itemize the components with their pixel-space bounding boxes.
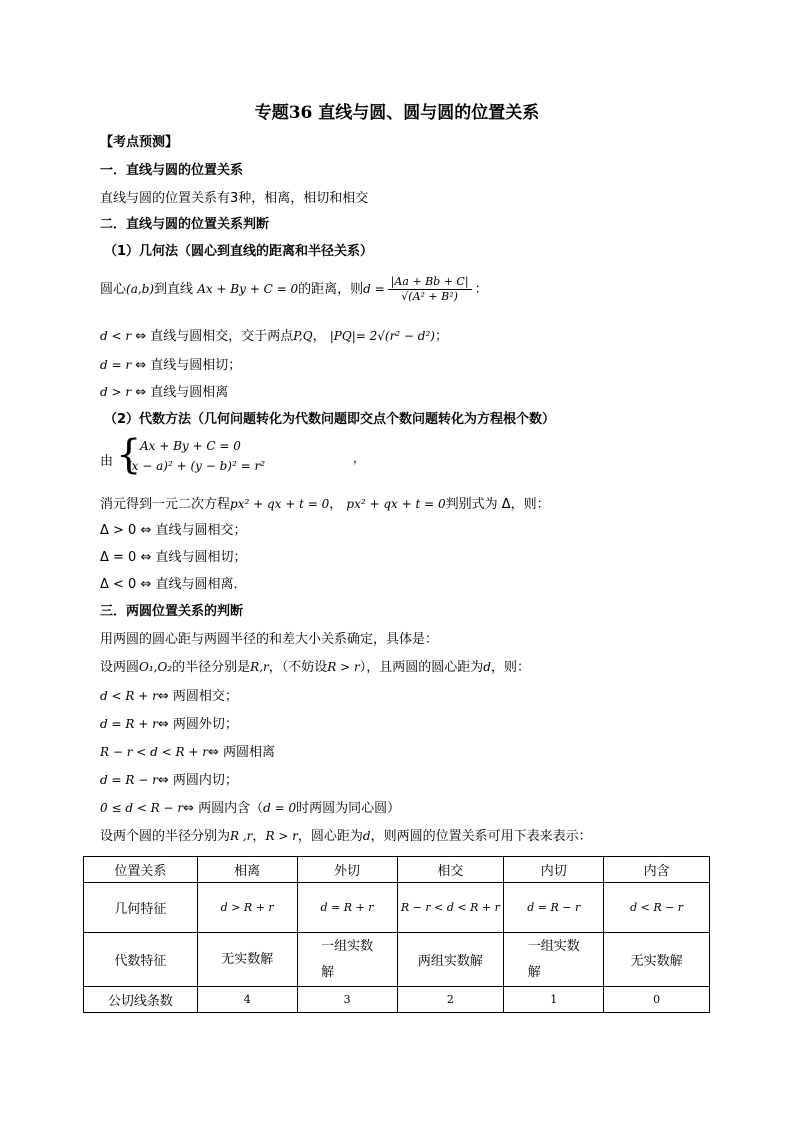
relation-intersect-text: ⇔ 直线与圆相交，交于两点 [135,329,294,344]
elimination-c: 判别式为 Δ，则： [445,497,550,512]
discriminant-positive: Δ > 0 ⇔ 直线与圆相交； [100,523,247,538]
table-cell: 4 [197,987,297,1013]
discriminant-negative: Δ < 0 ⇔ 直线与圆相离． [100,577,247,592]
table-cell: 0 [604,987,710,1013]
relation-tangent-math: d = r [100,358,132,372]
relation-intersect-end: ； [434,329,448,344]
page-title: 专题36 直线与圆、圆与圆的位置关系 [254,103,540,123]
cell-text: 一组实数解 [527,938,580,980]
c1-text: ⇔ 两圆相交； [157,689,238,704]
radius-condition: R > r [327,660,360,674]
distance-suffix: 的距离，则 [298,282,364,297]
cell-text: 无实数解 [221,951,274,967]
method-2-heading: （2）代数方法（几何问题转化为代数问题即交点个数问题转化为方程根个数） [104,412,556,427]
table-cell: R − r < d < R + r [397,883,504,933]
setup-c: ，（不妨设 [268,660,328,675]
distance-end: ： [474,282,488,297]
c4-text: ⇔ 两圆内切； [157,773,238,788]
tbl-intro-e: ，则两圆的位置关系可用下表来表示： [370,829,592,844]
table-cell: 两组实数解 [397,933,504,987]
row-label: 几何特征 [84,883,198,933]
section-3-intro: 用两圆的圆心距与两圆半径的和差大小关系确定，具体是： [100,632,439,647]
setup-e: ，则： [490,660,530,675]
section-3-heading: 三．两圆位置关系的判断 [100,604,244,619]
relation-intersect-math: d < r [100,329,132,343]
setup-a: 设两圆 [100,660,140,675]
relation-separate-text: ⇔ 直线与圆相离 [135,385,229,400]
elimination-b: ， [329,497,343,512]
cell-text: 一组实数解 [321,938,374,980]
section-1-heading: 一．直线与圆的位置关系 [100,163,244,178]
table-cell: 3 [297,987,397,1013]
table-cell: 1 [504,987,604,1013]
relation-tangent-text: ⇔ 直线与圆相切； [135,358,242,373]
relation-tangent [100,356,241,375]
table-row-geometry [84,883,710,933]
circle-relation-contain [100,799,400,818]
table-cell: 无实数解 [604,933,710,987]
c3-text: ⇔ 两圆相离 [207,745,275,760]
setup-d: ），且两圆的圆心距为 [359,660,484,675]
header-cell: 外切 [297,857,397,883]
table-cell [504,933,604,987]
c1-math: d < R + r [100,689,158,703]
distance-prefix: 圆心 [100,282,127,297]
forecast-label: 【考点预测】 [100,135,179,150]
header-cell: 内含 [604,857,710,883]
tbl-intro-a: 设两个圆的半径分别为 [100,829,231,844]
c5-text-2: 时两圆为同心圆） [296,801,401,816]
relation-intersect-sep: ， [312,329,326,344]
table-intro [100,827,592,846]
row-label: 代数特征 [84,933,198,987]
distance-fraction [388,275,472,304]
c4-math: d = R − r [100,773,158,787]
tbl-intro-d: d [362,829,371,843]
c2-text: ⇔ 两圆外切； [157,717,238,732]
method-1-heading: （1）几何法（圆心到直线的距离和半径关系） [104,244,374,259]
relation-intersect [100,327,448,346]
c3-math: R − r < d < R + r [100,745,208,759]
table-cell: 2 [397,987,504,1013]
table-cell: d = R − r [504,883,604,933]
radii: R,r [250,660,269,674]
chord-length: |PQ|= 2√(r² − d²) [329,329,435,343]
header-cell: 内切 [504,857,604,883]
section-1-text: 直线与圆的位置关系有3种，相离，相切和相交 [100,191,369,206]
c5-math: 0 ≤ d < R − r [100,801,184,815]
setup-b: 的半径分别是 [172,660,251,675]
center-point: (a,b) [126,282,155,296]
circle-relation-internal [100,771,238,790]
two-circles-setup [100,658,530,677]
relation-separate-math: d > r [100,385,132,399]
circle-relation-external [100,715,238,734]
system-equation-1: Ax + By + C = 0 [140,439,241,453]
quadratic-1: px² + qx + t = 0 [230,497,330,511]
table-cell: d = R + r [297,883,397,933]
table-cell [197,933,297,987]
table-cell: d > R + r [197,883,297,933]
system-comma: ， [353,451,366,465]
discriminant-zero: Δ = 0 ⇔ 直线与圆相切； [100,550,247,565]
left-brace: { [116,432,142,478]
c5-math-2: d = 0 [263,801,297,815]
tbl-intro-cond: R > r [265,829,298,843]
tbl-intro-b: ， [252,829,266,844]
table-cell [297,933,397,987]
d-equals: d = [363,282,385,296]
fraction-numerator: |Aa + Bb + C| [388,275,472,290]
table-cell: d < R − r [604,883,710,933]
relation-separate [100,383,228,402]
circle-relation-intersect [100,687,238,706]
header-cell: 位置关系 [84,857,198,883]
tbl-intro-radii: R ,r [230,829,253,843]
distance-mid: 到直线 [154,282,194,297]
circle-relation-separate [100,743,275,762]
row-label: 公切线条数 [84,987,198,1013]
header-cell: 相交 [397,857,504,883]
header-cell: 相离 [197,857,297,883]
intersection-points: P,Q [293,329,313,343]
table-row-tangents [84,987,710,1013]
circle-names: O₁,O₂ [139,660,173,674]
fraction-denominator: √(A² + B²) [401,290,458,303]
quadratic-2: px² + qx + t = 0 [346,497,446,511]
system-equation-2: (x − a)² + (y − b)² = r² [127,459,266,473]
elimination-a: 消元得到一元二次方程 [100,497,231,512]
system-prefix: 由 [100,454,114,469]
section-2-heading: 二．直线与圆的位置关系判断 [100,217,270,232]
elimination-text [100,495,550,514]
table-header-row [84,857,710,883]
center-distance: d [483,660,491,674]
tbl-intro-c: ，圆心距为 [297,829,363,844]
line-equation: Ax + By + C = 0 [197,282,299,296]
distance-formula [100,272,488,307]
c2-math: d = R + r [100,717,158,731]
c5-text: ⇔ 两圆内含（ [183,801,264,816]
circle-relations-table [83,856,710,1013]
table-row-algebra [84,933,710,987]
